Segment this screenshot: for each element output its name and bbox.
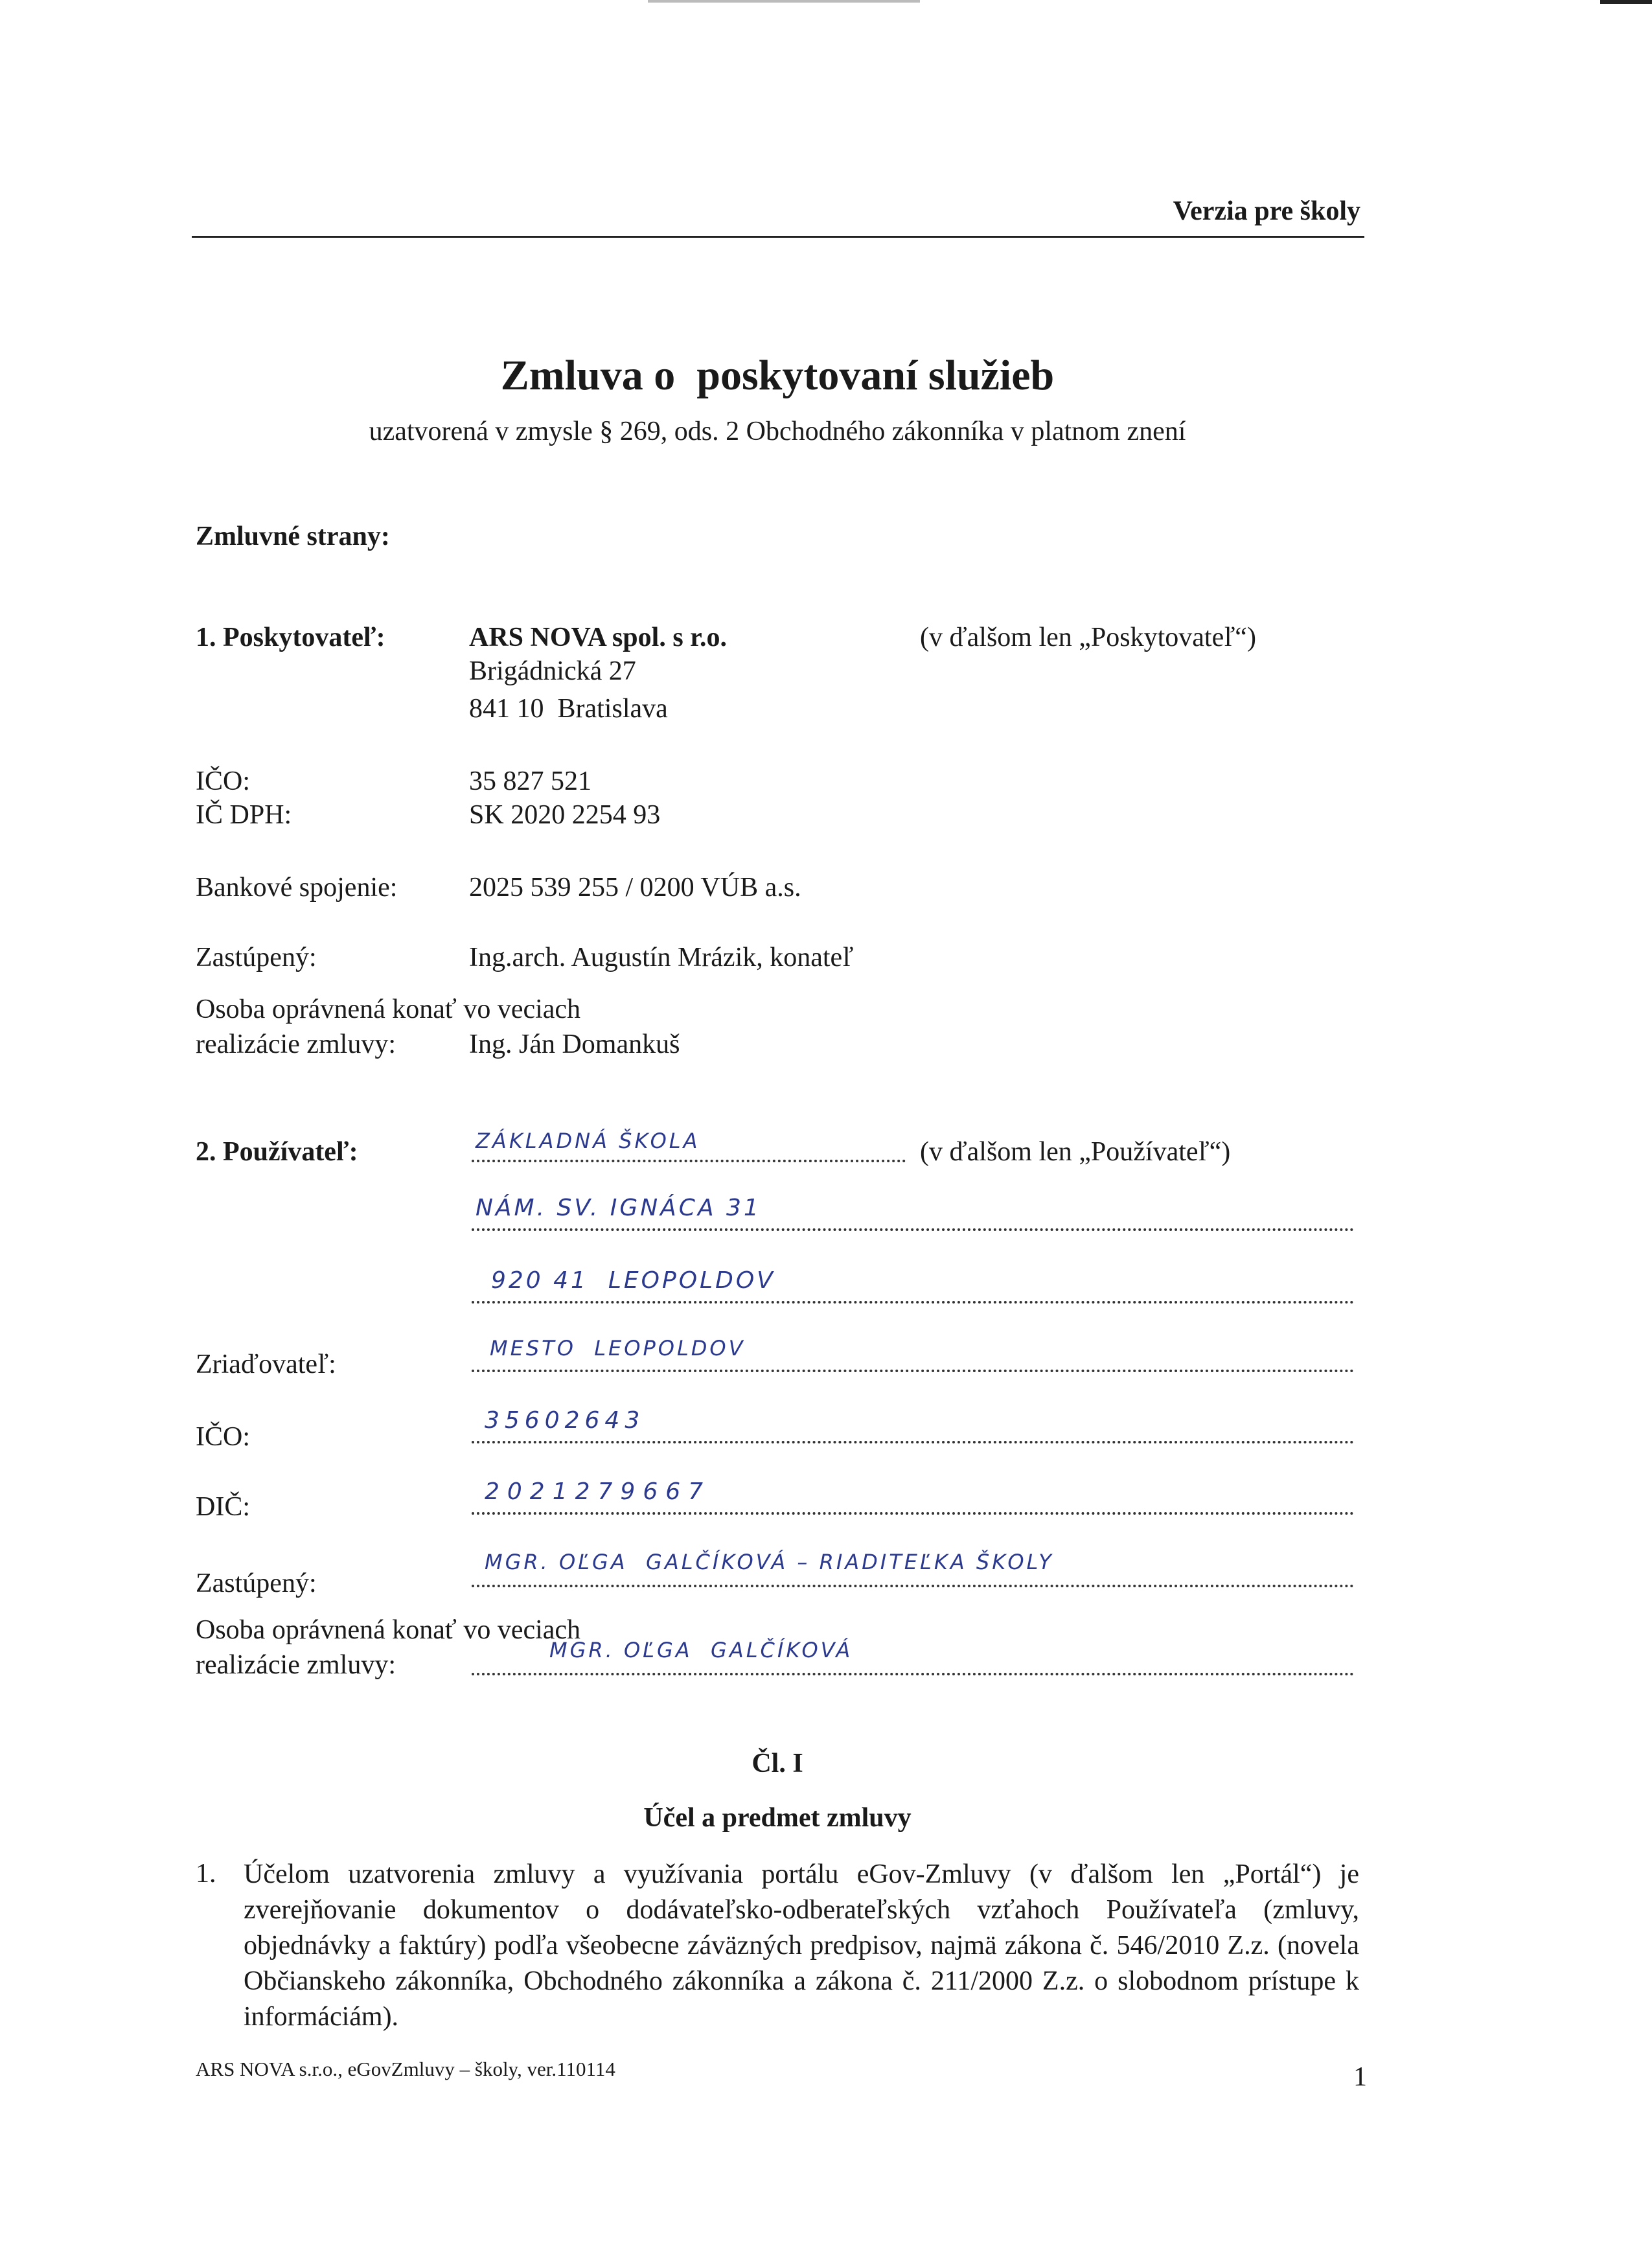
user-founder-handwritten: MESTO LEOPOLDOV xyxy=(490,1336,746,1361)
provider-city: 841 10 Bratislava xyxy=(469,694,668,724)
article-item-text: Účelom uzatvorenia zmluvy a využívania portálu eGov-Zmluvy (v ďalšom len „Portál“) je zverejňovanie dokumentov o dodávateľsko-odberateľských vzťahoch Používateľa (zmluvy, objednávky a faktúry) podľa všeobecne záväzných predpisov, najmä zákona č. 546/2010 Z.z. (novela Občianskeho zákonníka, Obchodného zákonníka a zákona č. 211/2000 Z.z. o slobodnom prístupe k informáciám). xyxy=(244,1859,1359,2032)
user-person-label-1: Osoba oprávnená konať vo veciach xyxy=(196,1615,581,1645)
user-street-field xyxy=(472,1195,1354,1231)
user-label: 2. Používateľ: xyxy=(196,1137,358,1167)
user-name-handwritten: ZÁKLADNÁ ŠKOLA xyxy=(476,1129,700,1153)
header-rule xyxy=(192,236,1364,238)
article-number: Čl. I xyxy=(751,1749,803,1778)
provider-name: ARS NOVA spol. s r.o. xyxy=(469,623,727,652)
scan-top-smudge xyxy=(648,0,920,3)
provider-ico-label: IČO: xyxy=(196,766,250,796)
provider-person-label-1: Osoba oprávnená konať vo veciach xyxy=(196,994,581,1024)
user-alias: (v ďalšom len „Používateľ“) xyxy=(920,1137,1231,1167)
provider-icdph: SK 2020 2254 93 xyxy=(469,800,661,830)
scan-edge-mark xyxy=(1600,0,1652,4)
user-rep-handwritten: MGR. OĽGA GALČÍKOVÁ – RIADITEĽKA ŠKOLY xyxy=(485,1550,1054,1574)
user-ico-label: IČO: xyxy=(196,1422,250,1452)
provider-person: Ing. Ján Domankuš xyxy=(469,1029,680,1059)
user-dic-handwritten: 2021279667 xyxy=(485,1478,711,1505)
article-heading: Účel a predmet zmluvy xyxy=(643,1803,912,1833)
user-city-handwritten: 920 41 LEOPOLDOV xyxy=(491,1267,775,1294)
user-name-field xyxy=(472,1130,906,1162)
provider-street: Brigádnická 27 xyxy=(469,656,636,686)
user-person-field xyxy=(472,1638,1354,1675)
user-rep-label: Zastúpený: xyxy=(196,1568,317,1598)
provider-ico: 35 827 521 xyxy=(469,766,591,796)
provider-rep-label: Zastúpený: xyxy=(196,943,317,972)
document-title: Zmluva o poskytovaní služieb xyxy=(500,352,1055,399)
user-city-field xyxy=(472,1267,1354,1304)
page-number: 1 xyxy=(1353,2062,1367,2092)
provider-bank-label: Bankové spojenie: xyxy=(196,873,398,902)
user-dic-field xyxy=(472,1478,1354,1515)
provider-label: 1. Poskytovateľ: xyxy=(196,623,385,652)
provider-icdph-label: IČ DPH: xyxy=(196,800,292,830)
user-founder-label: Zriaďovateľ: xyxy=(196,1350,336,1379)
user-person-label-2: realizácie zmluvy: xyxy=(196,1650,396,1680)
parties-heading: Zmluvné strany: xyxy=(196,522,390,551)
article-item-number: 1. xyxy=(196,1859,216,1889)
user-ico-handwritten: 35602643 xyxy=(485,1407,645,1434)
user-street-handwritten: NÁM. SV. IGNÁCA 31 xyxy=(476,1195,761,1221)
user-person-handwritten: MGR. OĽGA GALČÍKOVÁ xyxy=(549,1638,853,1662)
provider-alias: (v ďalšom len „Poskytovateľ“) xyxy=(920,623,1256,652)
user-rep-field xyxy=(472,1550,1354,1587)
user-dic-label: DIČ: xyxy=(196,1492,250,1522)
provider-bank: 2025 539 255 / 0200 VÚB a.s. xyxy=(469,873,801,902)
provider-person-label-2: realizácie zmluvy: xyxy=(196,1029,396,1059)
document-subtitle: uzatvorená v zmysle § 269, ods. 2 Obchodného zákonníka v platnom znení xyxy=(369,417,1186,446)
footer-left: ARS NOVA s.r.o., eGovZmluvy – školy, ver.110114 xyxy=(196,2058,615,2080)
version-label: Verzia pre školy xyxy=(1173,196,1360,226)
provider-rep: Ing.arch. Augustín Mrázik, konateľ xyxy=(469,943,854,972)
user-ico-field xyxy=(472,1407,1354,1443)
user-founder-field xyxy=(472,1336,1354,1372)
